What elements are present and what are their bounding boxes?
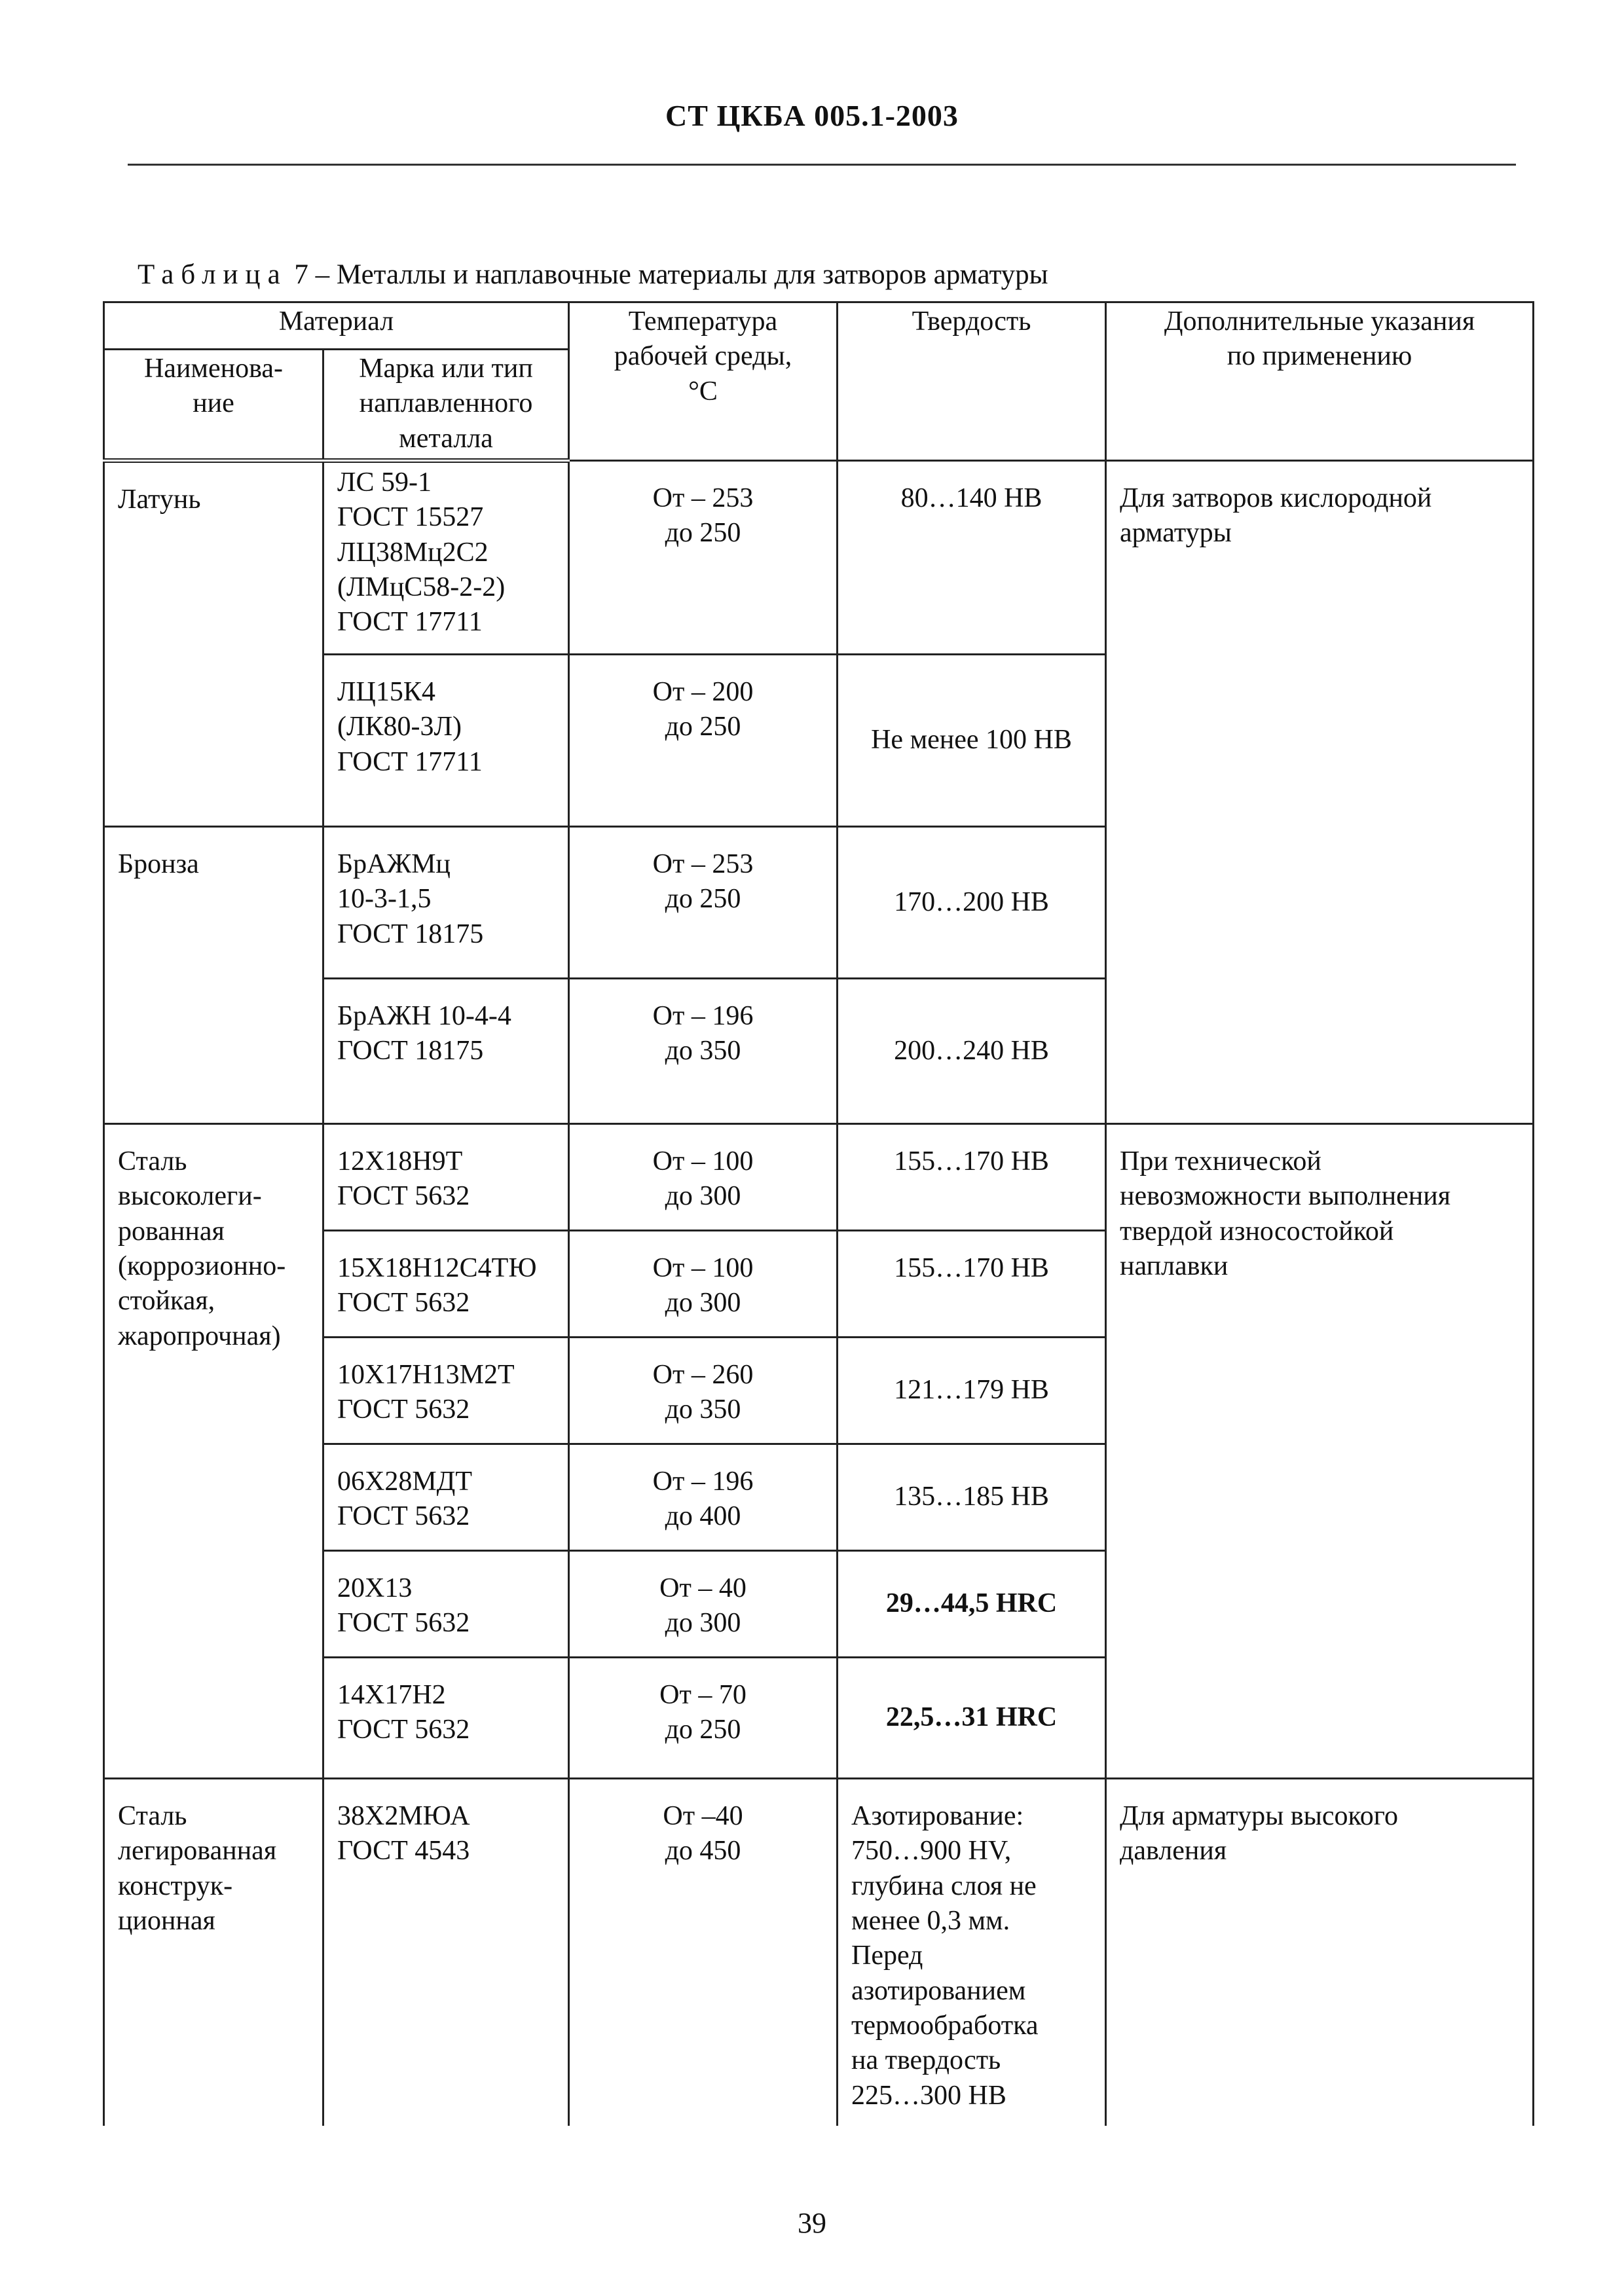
caption-prefix: Таблица (138, 259, 287, 290)
hardness-cell: 121…179 НВ (838, 1338, 1106, 1444)
hardness-cell: Не менее 100 НВ (838, 655, 1106, 827)
grade-cell: 06Х28МДТ ГОСТ 5632 (323, 1444, 569, 1551)
header-rule (128, 164, 1516, 166)
header-material: Материал (104, 302, 569, 350)
document-header: СТ ЦКБА 005.1-2003 (665, 99, 959, 132)
temperature-cell: От – 253 до 250 (569, 461, 838, 655)
materials-table (103, 301, 1534, 2126)
grade-cell: БрАЖМц 10-3-1,5 ГОСТ 18175 (323, 827, 569, 979)
grade-cell: 14Х17Н2 ГОСТ 5632 (323, 1658, 569, 1779)
temperature-cell: От – 260 до 350 (569, 1338, 838, 1444)
grade-cell: 20Х13 ГОСТ 5632 (323, 1551, 569, 1658)
temperature-cell: От – 100 до 300 (569, 1124, 838, 1231)
page-number: 39 (798, 2207, 826, 2239)
header-notes: Дополнительные указания по применению (1106, 302, 1534, 461)
temperature-cell: От – 196 до 350 (569, 979, 838, 1124)
grade-cell: 12Х18Н9Т ГОСТ 5632 (323, 1124, 569, 1231)
hardness-cell: Азотирование: 750…900 HV, глубина слоя не менее 0,3 мм. Перед азотированием термообработка на твердость 225…300 НВ (838, 1779, 1106, 2126)
grade-cell: ЛС 59-1 ГОСТ 15527 ЛЦ38Мц2С2 (ЛМцС58-2-2) ГОСТ 17711 (323, 461, 569, 655)
temperature-cell: От – 196 до 400 (569, 1444, 838, 1551)
group-name-bronze: Бронза (104, 827, 323, 1124)
group-name-high-alloy-steel: Сталь высоколеги- рованная (коррозионно- стойкая, жаропрочная) (104, 1124, 323, 1779)
hardness-cell: 22,5…31 HRC (838, 1658, 1106, 1779)
note-structural-alloy-steel: Для арматуры высокого давления (1106, 1779, 1534, 2126)
grade-cell: ЛЦ15К4 (ЛК80-3Л) ГОСТ 17711 (323, 655, 569, 827)
group-name-structural-alloy-steel: Сталь легированная конструк- ционная (104, 1779, 323, 2126)
table-caption (138, 259, 1048, 291)
hardness-cell: 135…185 НВ (838, 1444, 1106, 1551)
grade-cell: 38Х2МЮА ГОСТ 4543 (323, 1779, 569, 2126)
hardness-cell: 29…44,5 HRC (838, 1551, 1106, 1658)
grade-cell: 15Х18Н12С4ТЮ ГОСТ 5632 (323, 1231, 569, 1338)
header-grade: Марка или тип наплавленного металла (323, 350, 569, 461)
materials-table-wrapper (103, 301, 1532, 2126)
hardness-cell: 170…200 НВ (838, 827, 1106, 979)
caption-text: 7 – Металлы и наплавочные материалы для затворов арматуры (294, 259, 1048, 290)
note-high-alloy-steel: При технической невозможности выполнения твердой износостойкой наплавки (1106, 1124, 1534, 1779)
hardness-cell: 155…170 НВ (838, 1231, 1106, 1338)
temperature-cell: От – 200 до 250 (569, 655, 838, 827)
header-name: Наименова- ние (104, 350, 323, 461)
hardness-cell: 155…170 НВ (838, 1124, 1106, 1231)
hardness-cell: 200…240 НВ (838, 979, 1106, 1124)
temperature-cell: От – 40 до 300 (569, 1551, 838, 1658)
temperature-cell: От –40 до 450 (569, 1779, 838, 2126)
grade-cell: 10Х17Н13М2Т ГОСТ 5632 (323, 1338, 569, 1444)
temperature-cell: От – 100 до 300 (569, 1231, 838, 1338)
header-temperature: Температура рабочей среды, °С (569, 302, 838, 461)
temperature-cell: От – 253 до 250 (569, 827, 838, 979)
header-hardness: Твердость (838, 302, 1106, 461)
hardness-cell: 80…140 НВ (838, 461, 1106, 655)
temperature-cell: От – 70 до 250 (569, 1658, 838, 1779)
grade-cell: БрАЖН 10-4-4 ГОСТ 18175 (323, 979, 569, 1124)
note-brass-bronze: Для затворов кислородной арматуры (1106, 461, 1534, 1124)
group-name-brass: Латунь (104, 461, 323, 827)
